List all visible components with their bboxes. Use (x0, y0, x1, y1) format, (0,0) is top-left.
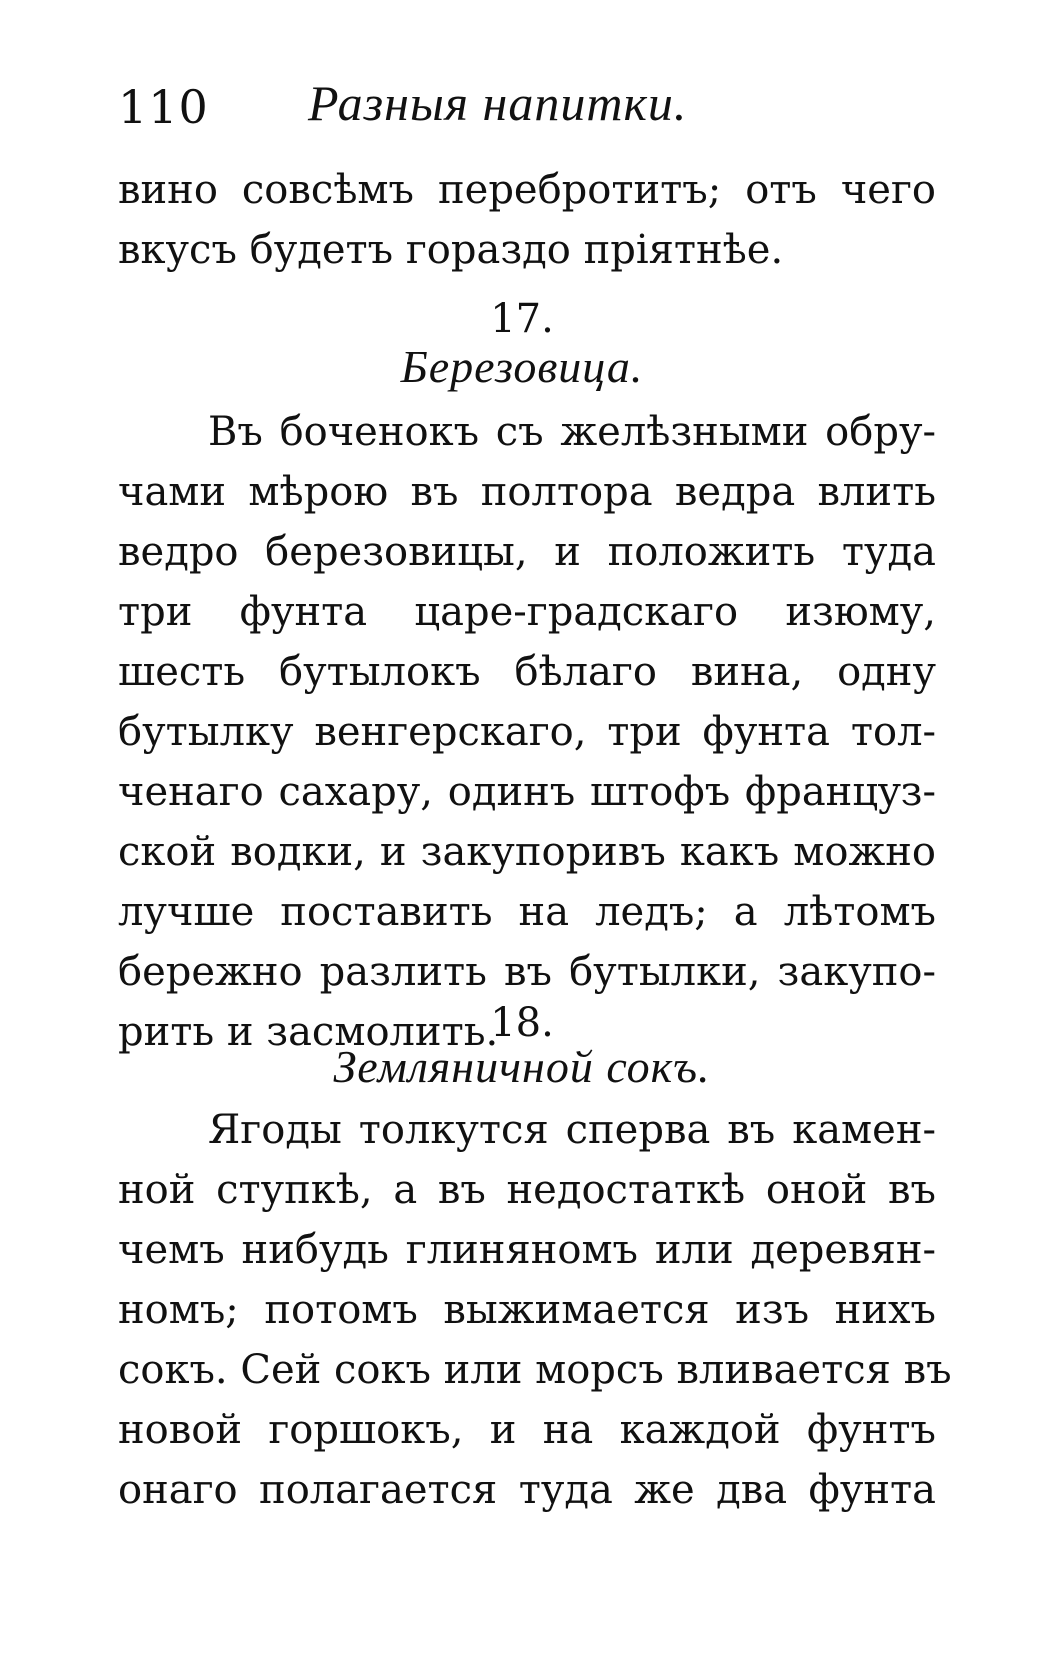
text-line: чами мѣрою въ полтора ведра влить (118, 469, 936, 515)
text-line: Ягоды толкутся сперва въ камен- (208, 1107, 936, 1153)
text-line: Въ боченокъ съ желѣзными обру- (208, 409, 936, 455)
text-line: номъ; потомъ выжимается изъ нихъ (118, 1287, 936, 1333)
section-number: 17. (490, 296, 554, 342)
text-line: рить и засмолить. (118, 1009, 499, 1055)
text-line: ченаго сахару, одинъ штофъ францyз- (118, 769, 936, 815)
section-body (118, 402, 936, 1062)
intro-paragraph (118, 160, 936, 280)
text-line: ной ступкѣ, а въ недостаткѣ оной въ (118, 1167, 936, 1213)
text-line: вкусъ будетъ гораздо пріятнѣе. (118, 227, 784, 273)
text-line: онаго полагается туда же два фунта (118, 1467, 936, 1513)
text-line: лучше поставить на ледъ; а лѣтомъ (118, 889, 936, 935)
text-line: бережно разлить въ бутылки, закупо- (118, 949, 936, 995)
running-title: Разныя напитки. (308, 75, 688, 131)
section-title: Земляничной сокъ. (333, 1041, 711, 1092)
text-line: бутылку венгерскаго, три фунта тол- (118, 709, 936, 755)
text-line: ведро березовицы, и положить туда (118, 529, 936, 575)
section-title: Березовица. (400, 341, 644, 392)
text-line: ской водки, и закупоривъ какъ можно (118, 829, 936, 875)
text-line: три фунта царе-градскаго изюму, (118, 589, 936, 635)
text-line: шесть бутылокъ бѣлаго вина, одну (118, 649, 936, 695)
text-line: вино совсѣмъ перебротитъ; отъ чего (118, 167, 936, 213)
section-body (118, 1100, 952, 1520)
text-line: новой горшокъ, и на каждой фунтъ (118, 1407, 936, 1453)
text-line: сокъ. Сей сокъ или морсъ вливается въ (118, 1347, 952, 1393)
section-number: 18. (490, 1000, 554, 1046)
running-head (118, 72, 938, 152)
text-line: чемъ нибудь глиняномъ или деревян- (118, 1227, 936, 1273)
page-number: 110 (118, 80, 209, 134)
